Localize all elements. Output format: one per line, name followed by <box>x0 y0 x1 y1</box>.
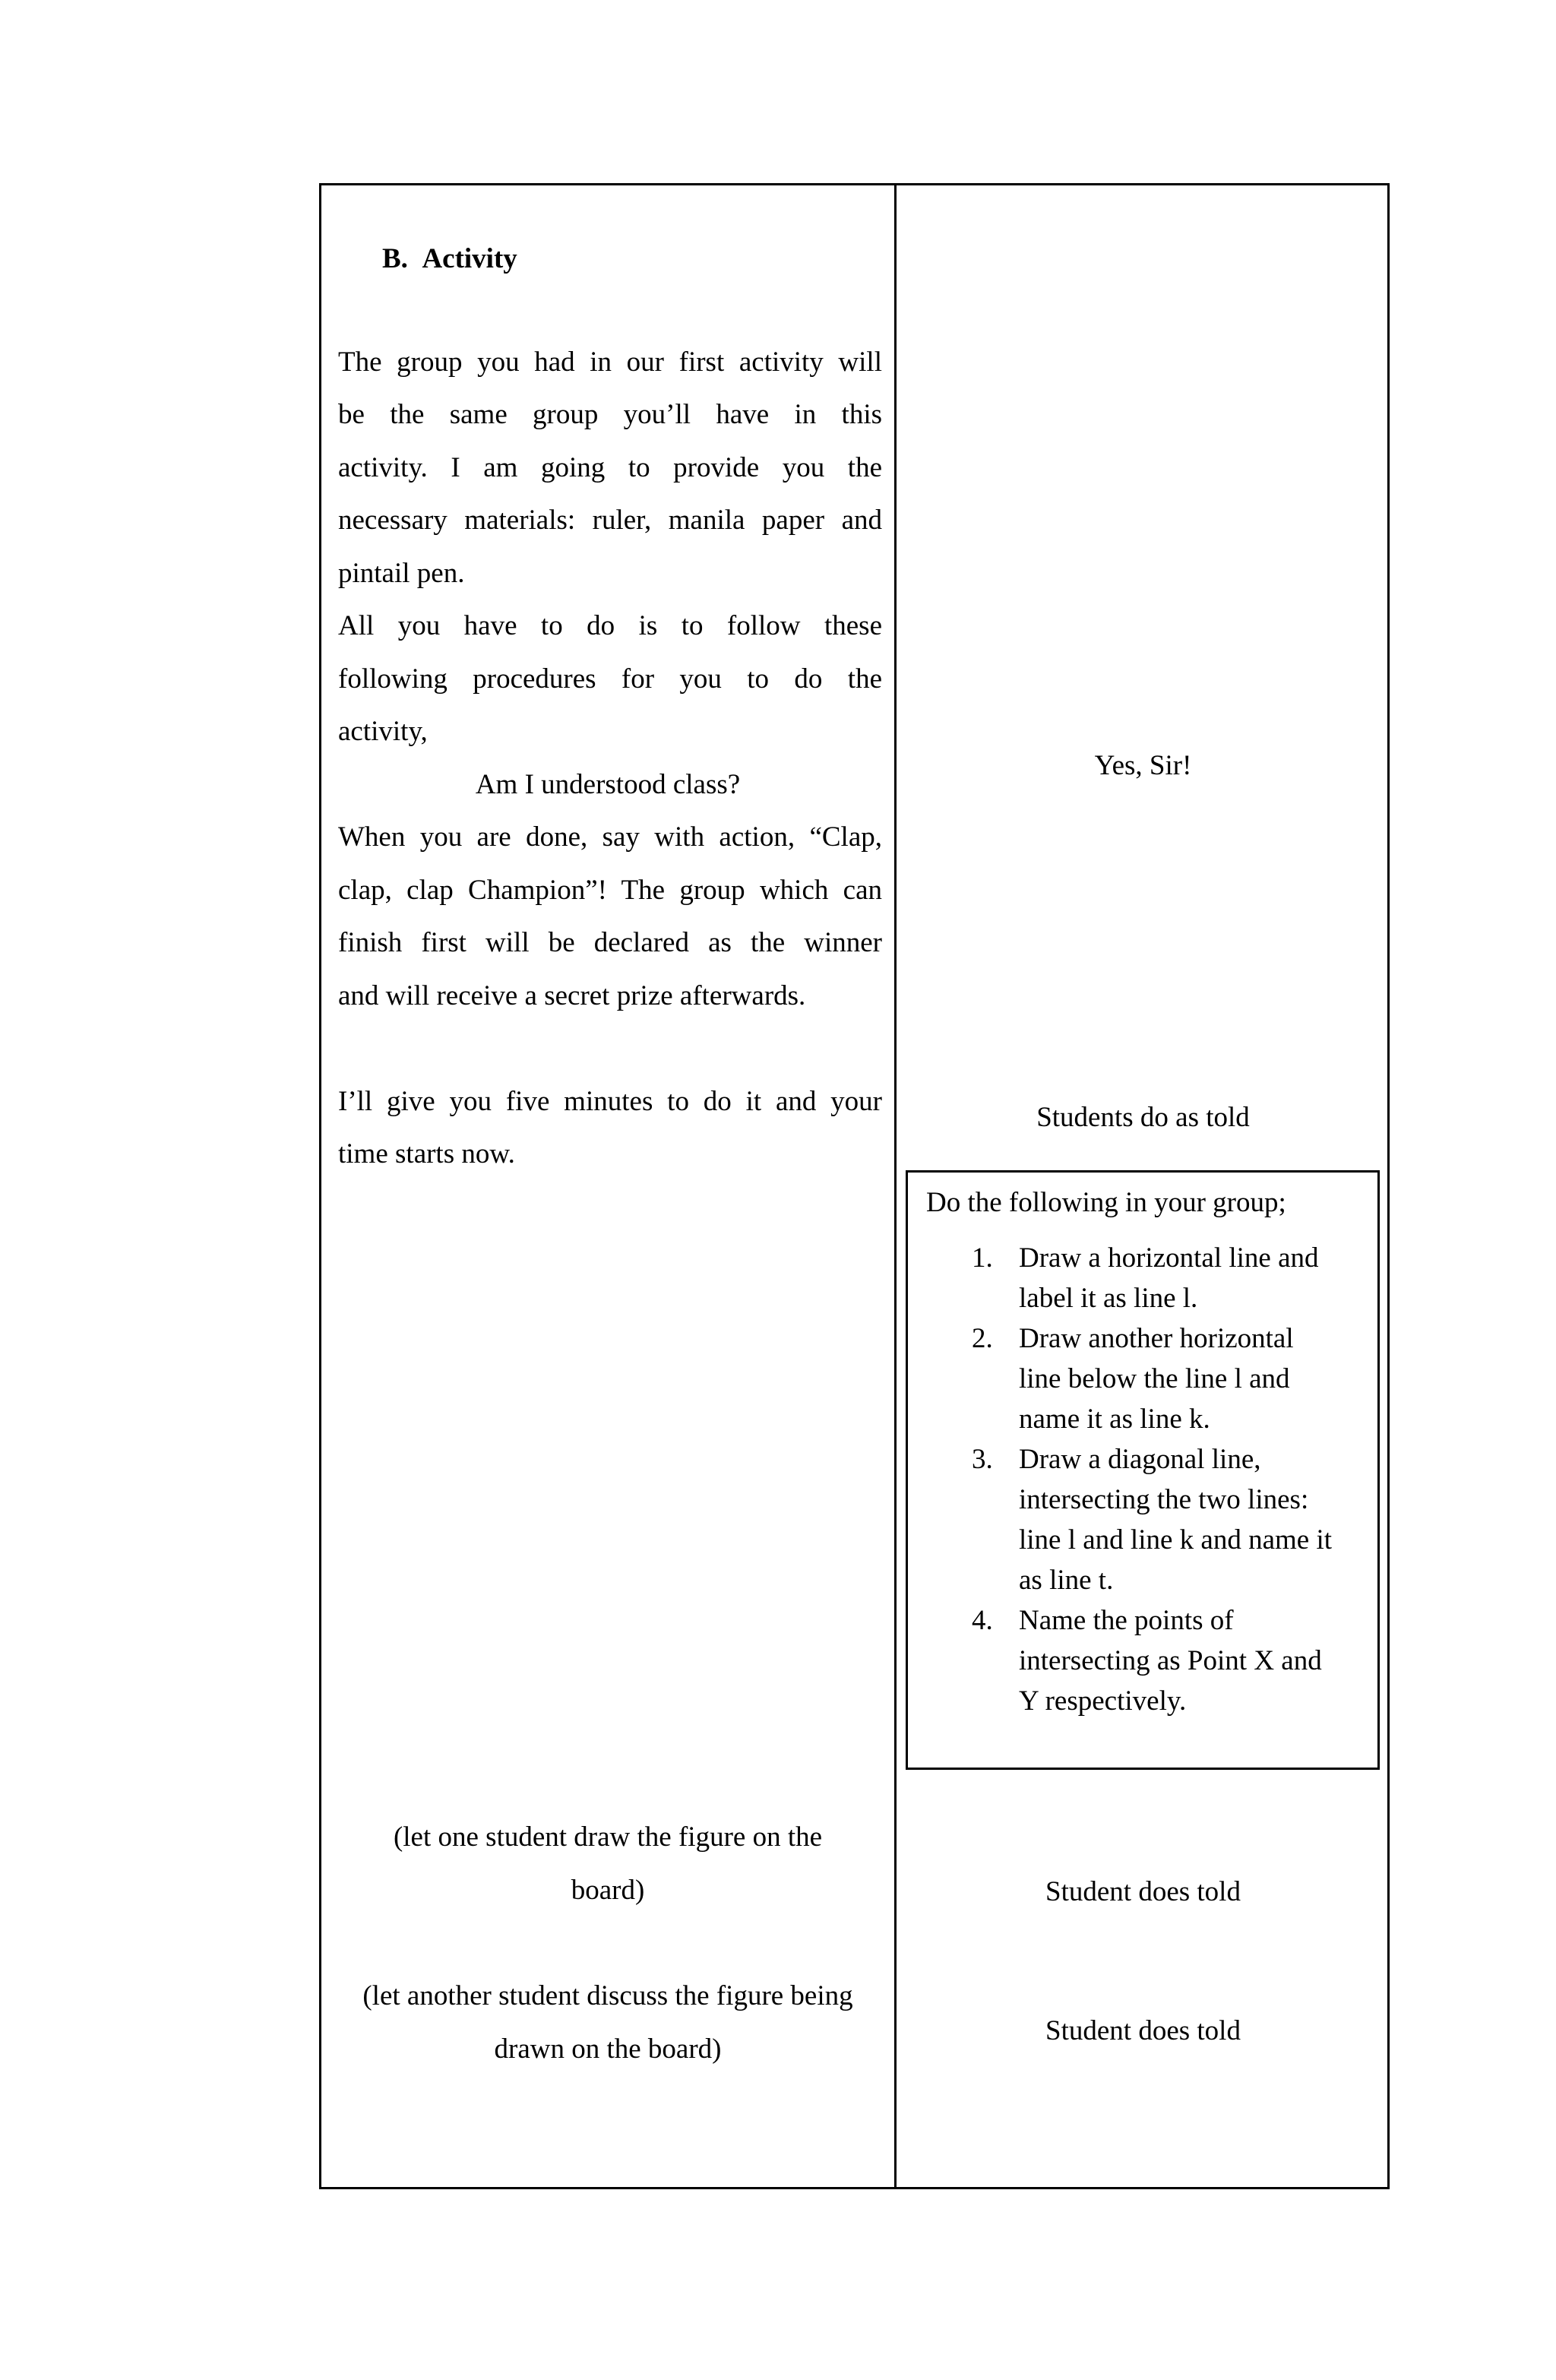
task-list <box>908 1238 1332 1721</box>
task-intro: Do the following in your group; <box>926 1187 1286 1218</box>
para1-line-1: The group you had in our first activity will <box>338 347 882 378</box>
section-heading <box>382 233 517 286</box>
para1-line-3: activity. I am going to provide you the <box>338 452 882 483</box>
heading-letter: B. <box>382 243 408 274</box>
task-box <box>906 1170 1380 1770</box>
response-yes-sir: Yes, Sir! <box>1094 750 1192 781</box>
response-students-do-as-told: Students do as told <box>1036 1102 1250 1133</box>
para3-line-3: finish first will be declared as the winner <box>338 927 882 958</box>
instruction2-line-1: (let another student discuss the figure being <box>362 1980 853 2011</box>
para4-line-1: I’ll give you five minutes to do it and your <box>338 1086 882 1117</box>
instruction2-line-2: drawn on the board) <box>494 2033 722 2065</box>
response-student-does-told-1: Student does told <box>1045 1876 1241 1907</box>
para2-line-1: All you have to do is to follow these <box>338 610 882 641</box>
para1-line-4: necessary materials: ruler, manila paper and <box>338 505 882 536</box>
response-student-does-told-2: Student does told <box>1045 2015 1241 2046</box>
task-item-1: 1. Draw a horizontal line and label it as line l. <box>972 1242 1319 1314</box>
para3-line-1: When you are done, say with action, “Clap, <box>338 821 882 853</box>
heading-title: Activity <box>422 243 517 274</box>
para3-line-4: and will receive a secret prize afterwards. <box>338 980 806 1011</box>
para1-line-5: pintail pen. <box>338 558 465 589</box>
task-item-4: 4. Name the points of intersecting as Point X and Y respectively. <box>972 1605 1322 1717</box>
para2-line-3: activity, <box>338 716 428 747</box>
task-item-2: 2. Draw another horizontal line below the line l and name it as line k. <box>972 1323 1294 1435</box>
task-item-3: 3. Draw a diagonal line, intersecting the two lines: line l and line k and name it as line t. <box>972 1444 1333 1596</box>
para3-line-2: clap, clap Champion”! The group which can <box>338 875 882 906</box>
para1-line-2: be the same group you’ll have in this <box>338 399 882 430</box>
question-text: Am I understood class? <box>475 769 741 800</box>
instruction1-line-1: (let one student draw the figure on the <box>393 1821 823 1853</box>
para4-line-2: time starts now. <box>338 1138 515 1169</box>
para2-line-2: following procedures for you to do the <box>338 663 882 695</box>
instruction1-line-2: board) <box>571 1875 645 1906</box>
lesson-table <box>319 183 1390 2189</box>
